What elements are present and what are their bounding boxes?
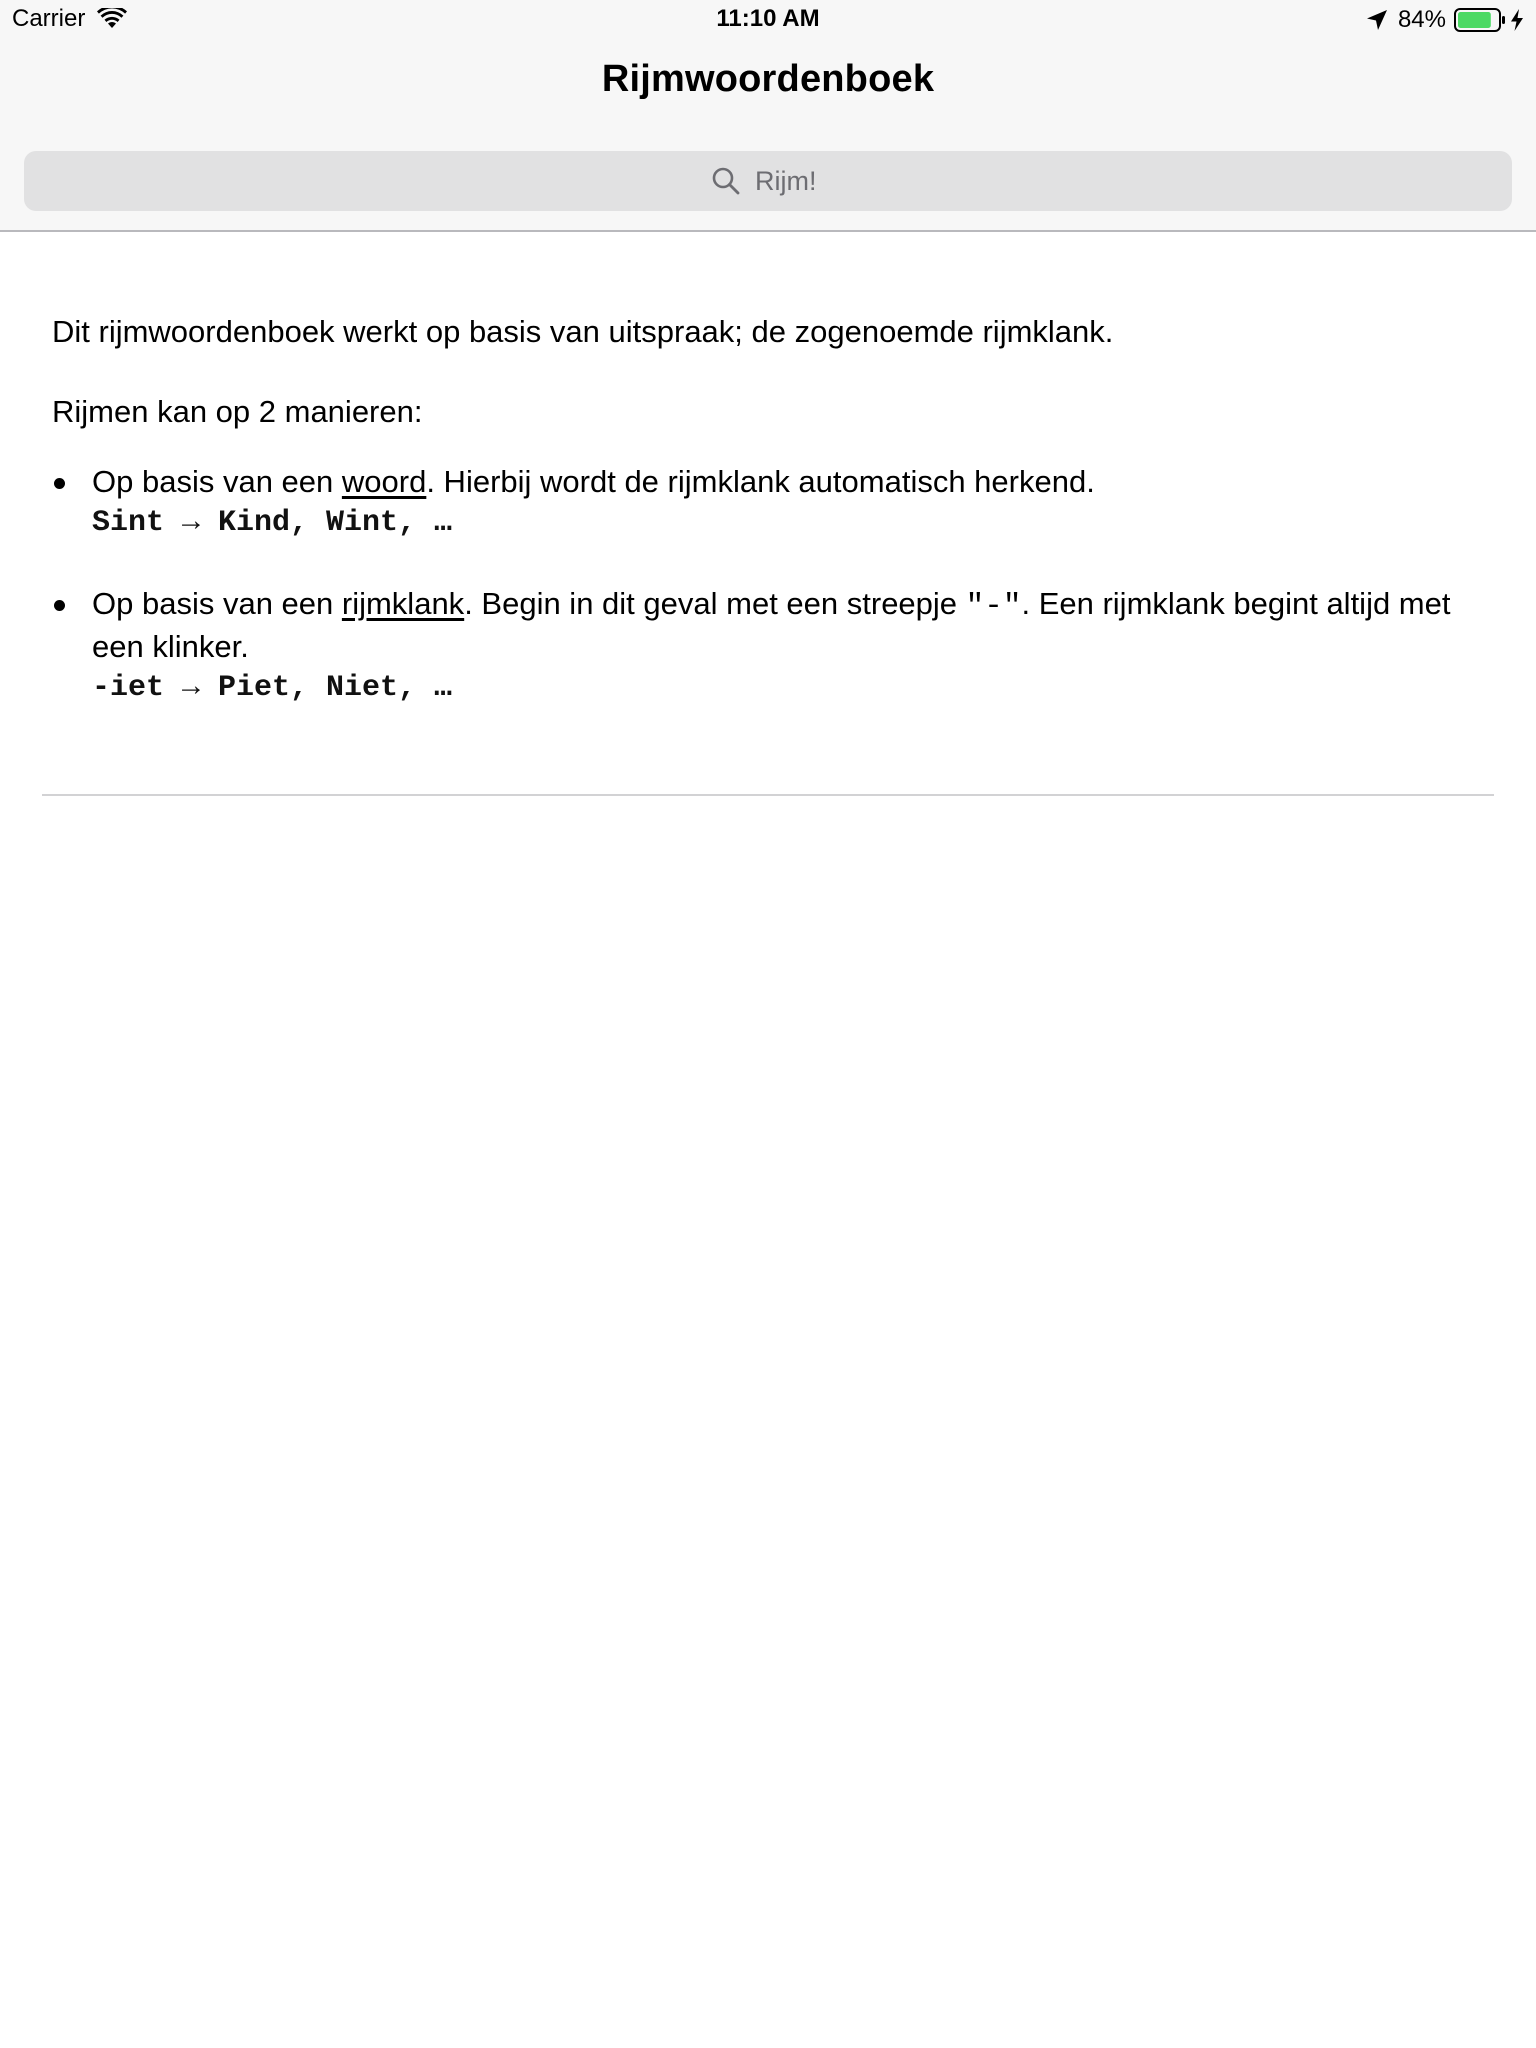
search-bar[interactable]	[24, 151, 1512, 211]
location-arrow-icon	[1366, 9, 1388, 31]
way-prefix: Op basis van een	[92, 586, 342, 621]
search-icon	[711, 166, 741, 196]
example-text: -iet → Piet, Niet, …	[92, 671, 453, 705]
way-prefix: Op basis van een	[92, 464, 342, 499]
battery-icon	[1454, 8, 1506, 32]
way-text-after-code: . Een rijmklank begint altijd met een klinker.	[92, 586, 1451, 664]
intro-text: Dit rijmwoordenboek werkt op basis van uitspraak; de zogenoemde rijmklank.	[52, 314, 1114, 349]
rijmklank-link[interactable]: rijmklank	[341, 586, 465, 621]
list-item	[52, 584, 1492, 709]
page-title: Rijmwoordenboek	[601, 58, 935, 100]
bullet-dot	[54, 478, 65, 489]
battery-percent: 84%	[1397, 6, 1446, 33]
status-time: 11:10 AM	[716, 5, 820, 32]
search-input[interactable]	[755, 166, 825, 197]
info-content	[52, 312, 1492, 749]
woord-link[interactable]: woord	[341, 464, 427, 499]
example-text: Sint → Kind, Wint, …	[92, 506, 453, 540]
status-bar	[0, 0, 1536, 40]
charging-bolt-icon	[1510, 9, 1524, 31]
bullet-dot	[54, 600, 65, 611]
carrier-label: Carrier	[12, 5, 86, 32]
ways-list	[52, 462, 1492, 709]
dash-code: "-"	[965, 589, 1022, 624]
status-right	[1366, 6, 1524, 34]
divider	[42, 794, 1494, 796]
list-item	[52, 462, 1492, 544]
navigation-header	[0, 0, 1536, 232]
ways-intro-text: Rijmen kan op 2 manieren:	[52, 394, 423, 429]
way-text-before-code: . Begin in dit geval met een streepje	[464, 586, 966, 621]
way-text: . Hierbij wordt de rijmklank automatisch herkend.	[426, 464, 1095, 499]
